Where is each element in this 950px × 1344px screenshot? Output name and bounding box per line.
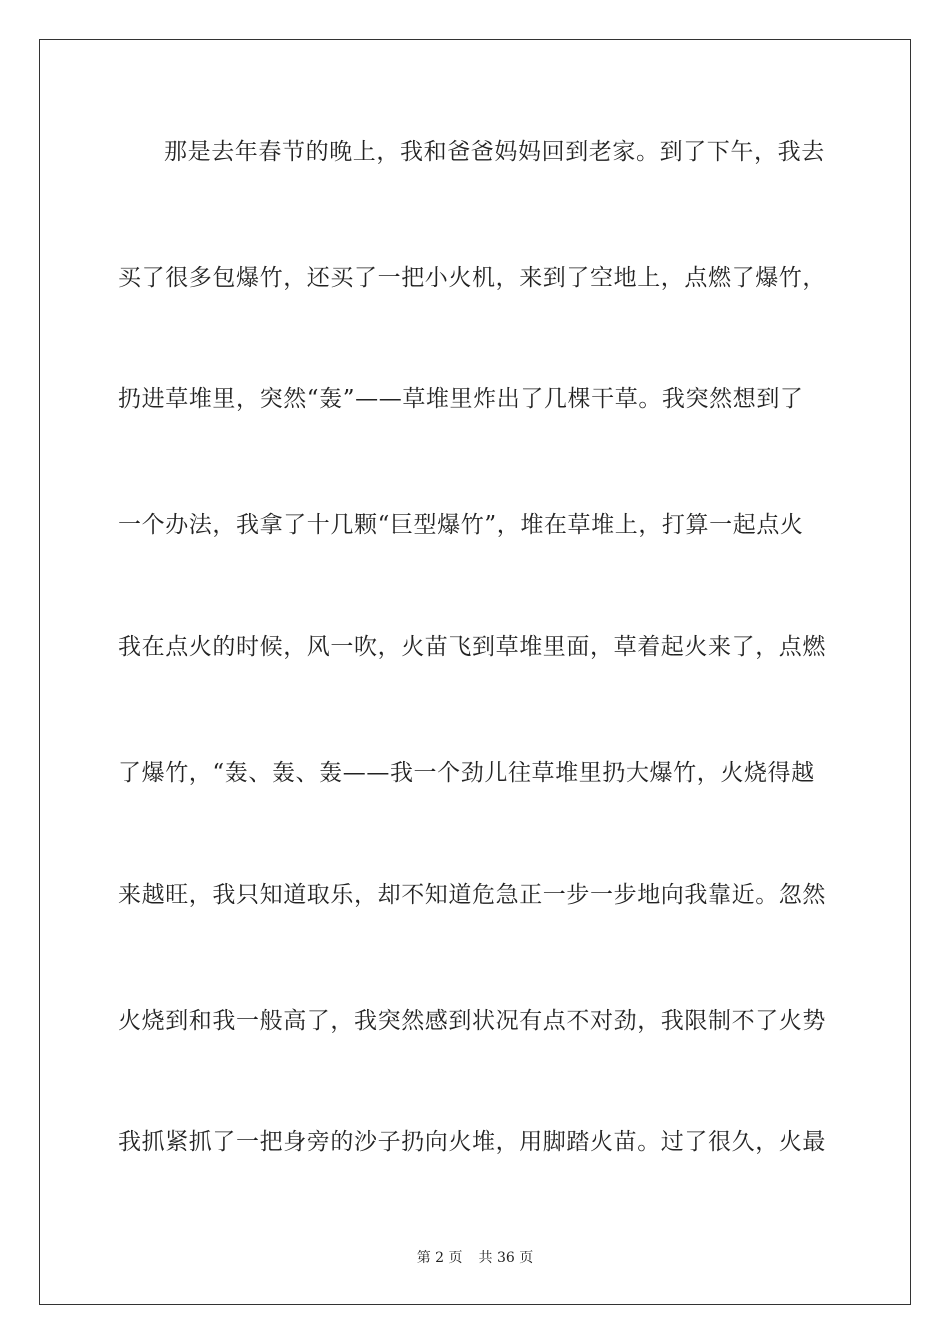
page-number: 第 2 页 [416,1250,463,1266]
page-border [39,39,911,1305]
paragraph-line: 来越旺，我只知道取乐，却不知道危急正一步一步地向我靠近。忽然 [118,882,826,908]
paragraph-line: 我抓紧抓了一把身旁的沙子扔向火堆，用脚踏火苗。过了很久，火最 [118,1129,826,1155]
paragraph-line: 一个办法，我拿了十几颗“巨型爆竹”，堆在草堆上，打算一起点火 [118,512,804,538]
paragraph-line: 买了很多包爆竹，还买了一把小火机，来到了空地上，点燃了爆竹， [118,265,826,291]
paragraph-line: 那是去年春节的晚上，我和爸爸妈妈回到老家。到了下午，我去 [164,139,825,165]
page-total: 共 36 页 [478,1250,534,1266]
paragraph-line: 火烧到和我一般高了，我突然感到状况有点不对劲，我限制不了火势 [118,1008,826,1034]
paragraph-line: 我在点火的时候，风一吹，火苗飞到草堆里面，草着起火来了，点燃 [118,634,826,660]
page-footer [0,1249,950,1267]
paragraph-line: 了爆竹，“轰、轰、轰——我一个劲儿往草堆里扔大爆竹，火烧得越 [118,760,815,786]
paragraph-line: 扔进草堆里，突然“轰”——草堆里炸出了几棵干草。我突然想到了 [118,386,804,412]
